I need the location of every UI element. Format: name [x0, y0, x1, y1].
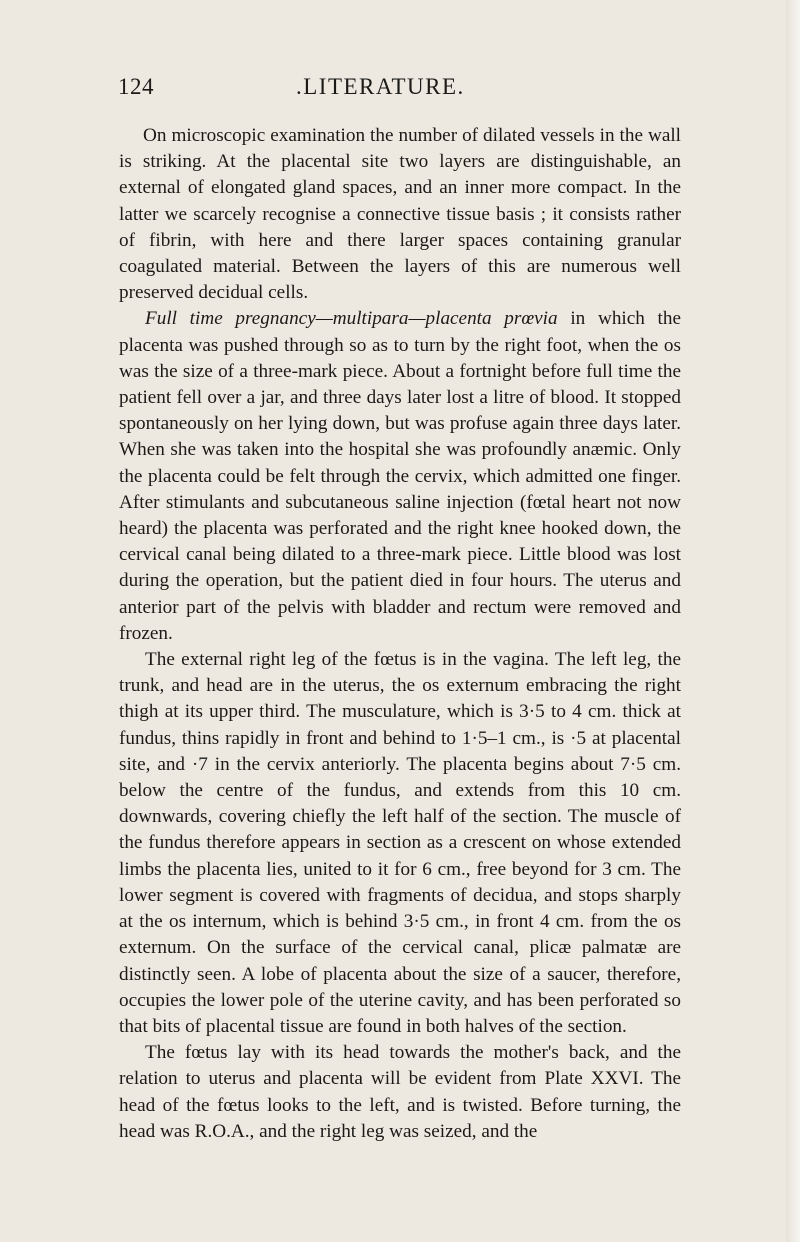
case-heading: Full time pregnancy—multipara—placenta prœvia [145, 308, 558, 330]
body-text [119, 123, 681, 1145]
paragraph-foetus-position [119, 1040, 681, 1145]
page-edge [786, 0, 800, 1242]
paragraph-case-report [119, 306, 681, 647]
paragraph-section-description [119, 647, 681, 1040]
paragraph-text: The fœtus lay with its head towards the mother's back, and the relation to uterus and placenta will be evident from Plate XXVI. The head of the fœtus looks to the left, and is twisted. Before turning, the head was R.O.A., and the right leg was seized, and the [119, 1042, 681, 1142]
paragraph-text: On microscopic examination the number of dilated vessels in the wall is striking. At the placental site two layers are distinguishable, an external of elongated gland spaces, and an inner more compact. In the latter we scarcely recognise a connective tissue basis ; it consists rather of fibrin, with here and there larger spaces containing granular coagulated material. Between the layers of this are numerous well preserved decidual cells. [119, 125, 681, 304]
paragraph-text: The external right leg of the fœtus is in the vagina. The left leg, the trunk, and head are in the uterus, the os externum embracing the right thigh at its upper third. The musculature, which is 3·5 to 4 cm. thick at fundus, thins rapidly in front and behind to 1·5–1 cm., is ·5 at placental site, and ·7 in the cervix anteriorly. The placenta begins about 7·5 cm. below the centre of the fundus, and extends from this 10 cm. downwards, covering chiefly the left half of the section. The muscle of the fundus therefore appears in section as a crescent on whose extended limbs the placenta lies, united to it for 6 cm., free beyond for 3 cm. The lower segment is covered with fragments of decidua, and stops sharply at the os internum, which is behind 3·5 cm., in front 4 cm. from the os externum. On the surface of the cervical canal, plicæ palmatæ are distinctly seen. A lobe of placenta about the size of a saucer, therefore, occupies the lower pole of the uterine cavity, and has been perforated so that bits of placental tissue are found in both halves of the section. [119, 649, 681, 1037]
running-head: .LITERATURE. [296, 74, 465, 99]
page-number: 124 [118, 74, 154, 99]
page-header [118, 74, 678, 104]
paragraph-text: in which the placenta was pushed through so as to turn by the right foot, when the os was the size of a three-mark piece. About a fortnight before full time the patient fell over a jar, and three days later lost a litre of blood. It stopped spontaneously on her lying down, but was profuse again three days later. When she was taken into the hospital she was profoundly anæmic. Only the placenta could be felt through the cervix, which admitted one finger. After stimulants and subcutaneous saline injection (fœtal heart not now heard) the placenta was perforated and the right knee hooked down, the cervical canal being dilated to a three-mark piece. Little blood was lost during the operation, but the patient died in four hours. The uterus and anterior part of the pelvis with bladder and rectum were removed and frozen. [119, 308, 681, 644]
paragraph-microscopic [119, 123, 681, 306]
